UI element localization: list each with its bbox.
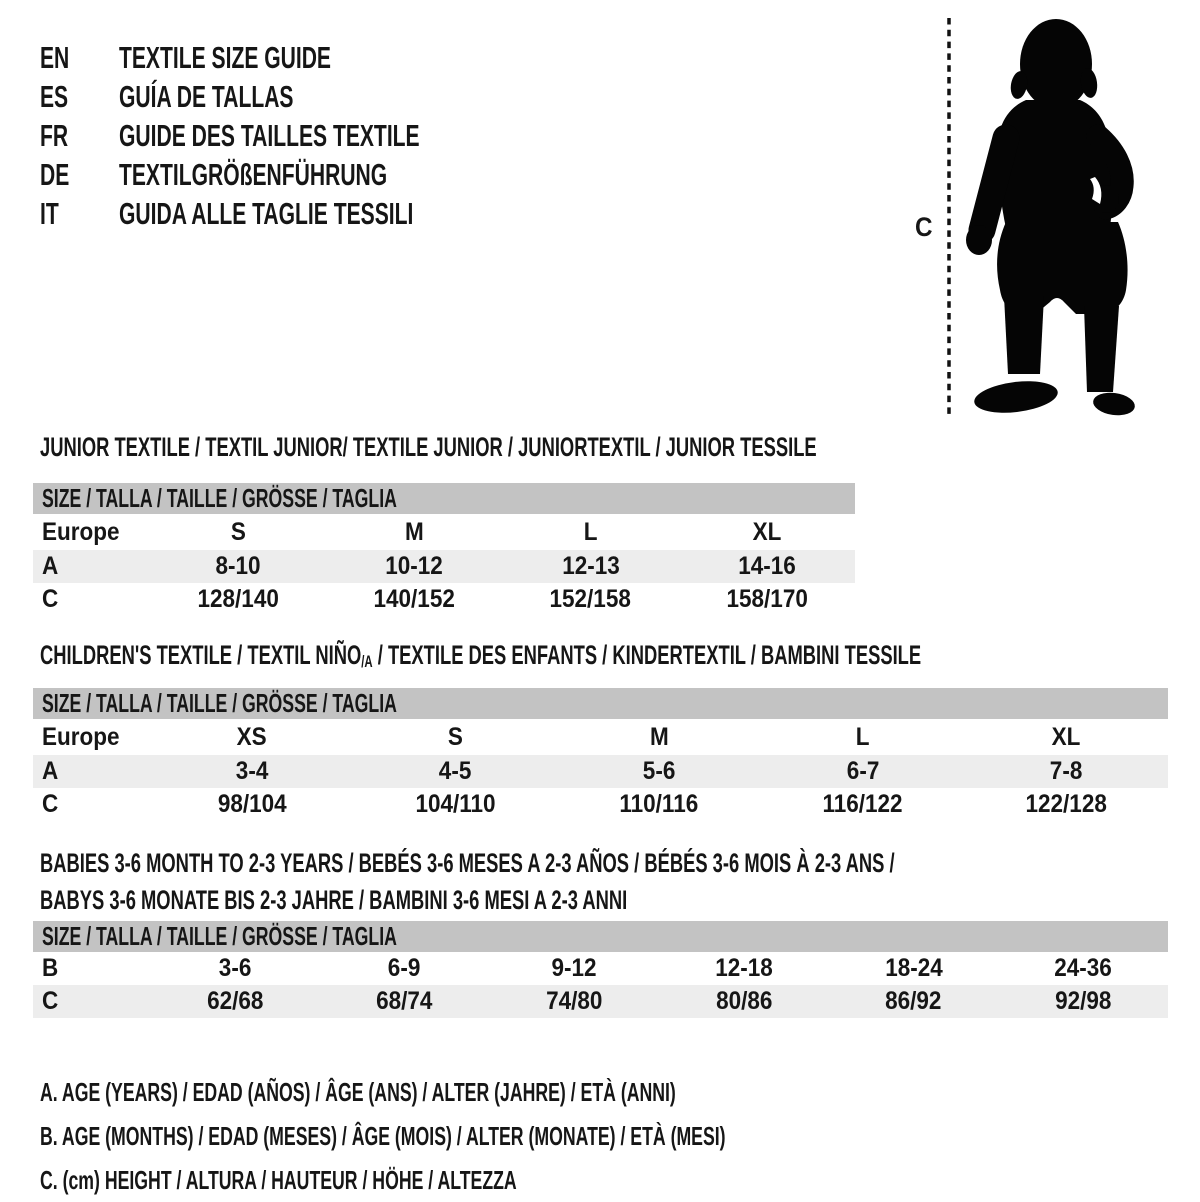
legend-line-c: [40, 1158, 1048, 1202]
column-header-text: XL: [1051, 722, 1081, 751]
junior-section-title-text: JUNIOR TEXTILE / TEXTIL JUNIOR/ TEXTILE JUNIOR / JUNIORTEXTIL / JUNIOR TESSILE: [40, 432, 817, 462]
table-cell: [354, 790, 558, 819]
legend-line-a: [40, 1070, 1048, 1114]
table-cell: [150, 987, 320, 1016]
row-label: C: [42, 585, 59, 613]
row-label: A: [42, 757, 59, 785]
column-header-text: L: [583, 517, 598, 546]
column-header-text: XL: [752, 517, 782, 546]
column-header: [503, 518, 679, 547]
table-row-height: [33, 583, 855, 616]
column-header-text: S: [447, 722, 463, 751]
language-title: GUIDA ALLE TAGLIE TESSILI: [119, 195, 414, 231]
cell-value: 6-7: [846, 757, 879, 785]
cell-value: 110/116: [619, 790, 699, 818]
region-label-cell: [33, 518, 150, 547]
cell-value: 9-12: [551, 954, 597, 982]
language-code-text: ES: [40, 78, 69, 114]
cell-value: 3-6: [218, 954, 252, 982]
table-cell: [679, 552, 855, 581]
cell-value: 18-24: [884, 954, 943, 982]
measure-label-text: C: [914, 212, 933, 242]
cell-value: 62/68: [206, 987, 263, 1015]
table-header-row: [33, 719, 1168, 755]
table-cell: [489, 954, 659, 983]
row-label-cell: [33, 757, 150, 786]
legend-line-b: [40, 1114, 1048, 1158]
legend-line-b-text: B. AGE (MONTHS) / EDAD (MESES) / ÂGE (MOIS) / ALTER (MONATE) / ETÀ (MESI): [40, 1120, 726, 1151]
table-cell: [829, 954, 999, 983]
table-cell: [557, 757, 761, 786]
column-header-text: XS: [236, 722, 267, 751]
table-row-height: [33, 788, 1168, 821]
table-cell: [326, 585, 502, 614]
table-cell: [150, 552, 326, 581]
language-title: GUÍA DE TALLAS: [119, 78, 294, 114]
region-label: Europe: [42, 722, 120, 751]
column-header: [150, 723, 354, 752]
table-cell: [761, 790, 965, 819]
column-header-text: S: [230, 517, 246, 546]
table-cell: [150, 585, 326, 614]
children-section-title: [40, 640, 1200, 674]
cell-value: 24-36: [1054, 954, 1112, 982]
babies-title-line1: [40, 845, 1200, 882]
column-header-text: L: [855, 722, 870, 751]
table-cell: [150, 790, 354, 819]
language-code-text: IT: [40, 195, 59, 231]
table-cell: [320, 987, 490, 1016]
measure-label-c: [914, 212, 934, 243]
table-row-age-months: [33, 952, 1168, 985]
cell-value: 86/92: [885, 987, 942, 1015]
language-row-en: [40, 38, 561, 77]
table-cell: [964, 757, 1168, 786]
babies-title-line2-text: BABYS 3-6 MONATE BIS 2-3 JAHRE / BAMBINI 3-6 MESI A 2-3 ANNI: [40, 885, 628, 915]
table-cell: [150, 757, 354, 786]
cell-value: 104/110: [415, 790, 496, 818]
language-row-es: [40, 77, 561, 116]
legend-line-c-text: C. (cm) HEIGHT / ALTURA / HAUTEUR / HÖHE / ALTEZZA: [40, 1164, 517, 1195]
language-code-text: DE: [40, 156, 70, 192]
cell-value: 122/128: [1025, 790, 1107, 818]
cell-value: 5-6: [642, 757, 676, 785]
measure-legend: [40, 1070, 1048, 1202]
table-cell: [998, 987, 1168, 1016]
table-cell: [829, 987, 999, 1016]
row-label-cell: [33, 585, 150, 614]
cell-value: 6-9: [388, 954, 421, 982]
cell-value: 74/80: [546, 987, 603, 1015]
row-label-cell: [33, 790, 150, 819]
size-header-bar: [33, 921, 1168, 952]
cell-value: 7-8: [1049, 757, 1083, 785]
column-header: [150, 518, 326, 547]
children-size-table: [33, 688, 1168, 821]
table-cell: [557, 790, 761, 819]
language-code: [40, 79, 119, 115]
cell-value: 12-18: [715, 954, 773, 982]
column-header: [326, 518, 502, 547]
row-label: C: [42, 987, 59, 1015]
column-header-text: M: [649, 722, 669, 751]
cell-value: 92/98: [1055, 987, 1112, 1015]
table-cell: [659, 987, 829, 1016]
cell-value: 98/104: [217, 790, 287, 818]
cell-value: 68/74: [376, 987, 433, 1015]
title-subscript: /A: [361, 652, 373, 671]
region-label: Europe: [42, 517, 120, 546]
size-header-label: SIZE / TALLA / TAILLE / GRÖSSE / TAGLIA: [42, 688, 397, 718]
row-label: B: [42, 954, 59, 982]
language-code: [40, 157, 119, 193]
row-label: C: [42, 790, 59, 818]
table-cell: [761, 757, 965, 786]
cell-value: 80/86: [715, 987, 772, 1015]
language-code-text: FR: [40, 117, 69, 153]
table-cell: [354, 757, 558, 786]
cell-value: 14-16: [738, 552, 796, 580]
language-row-it: [40, 194, 561, 233]
cell-value: 4-5: [439, 757, 472, 785]
cell-value: 8-10: [215, 552, 261, 580]
column-header: [964, 723, 1168, 752]
title-post: / TEXTILE DES ENFANTS / KINDERTEXTIL / BAMBINI TESSILE: [372, 640, 922, 670]
size-header-label: SIZE / TALLA / TAILLE / GRÖSSE / TAGLIA: [42, 921, 397, 951]
column-header-text: M: [404, 517, 424, 546]
table-row-age: [33, 755, 1168, 788]
junior-size-table: [33, 483, 855, 616]
children-section-title-text: [40, 640, 921, 674]
language-code: [40, 196, 119, 232]
toddler-silhouette-graphic: [966, 19, 1136, 418]
language-row-de: [40, 155, 561, 194]
table-cell: [659, 954, 829, 983]
table-cell: [998, 954, 1168, 983]
region-label-cell: [33, 723, 150, 752]
language-title-list: [40, 38, 561, 233]
size-header-bar: [33, 688, 1168, 719]
table-cell: [150, 954, 320, 983]
language-title: TEXTILE SIZE GUIDE: [119, 39, 332, 75]
table-cell: [503, 552, 679, 581]
babies-title-line2: [40, 882, 1200, 919]
junior-section-title: [40, 432, 1182, 462]
table-cell: [679, 585, 855, 614]
cell-value: 116/122: [822, 790, 903, 818]
language-code: [40, 40, 119, 76]
column-header: [679, 518, 855, 547]
table-cell: [489, 987, 659, 1016]
row-label-cell: [33, 552, 150, 581]
language-row-fr: [40, 116, 561, 155]
legend-line-a-text: A. AGE (YEARS) / EDAD (AÑOS) / ÂGE (ANS) / ALTER (JAHRE) / ETÀ (ANNI): [40, 1076, 676, 1107]
language-title: GUIDE DES TAILLES TEXTILE: [119, 117, 420, 153]
column-header: [354, 723, 558, 752]
cell-value: 10-12: [385, 552, 444, 580]
language-title: TEXTILGRÖßENFÜHRUNG: [119, 156, 388, 192]
language-code-text: EN: [40, 39, 70, 75]
babies-size-table: [33, 921, 1168, 1018]
title-pre: CHILDREN'S TEXTILE / TEXTIL NIÑO: [40, 640, 362, 670]
table-row-age: [33, 550, 855, 583]
table-row-height: [33, 985, 1168, 1018]
height-measure-figure: [900, 0, 1200, 430]
cell-value: 140/152: [373, 585, 456, 613]
size-header-bar: [33, 483, 855, 514]
cell-value: 128/140: [197, 585, 279, 613]
language-code: [40, 118, 119, 154]
row-label-cell: [33, 987, 150, 1016]
cell-value: 158/170: [726, 585, 808, 613]
table-cell: [326, 552, 502, 581]
column-header: [557, 723, 761, 752]
table-header-row: [33, 514, 855, 550]
cell-value: 12-13: [561, 552, 620, 580]
table-cell: [964, 790, 1168, 819]
table-cell: [503, 585, 679, 614]
babies-title-line1-text: BABIES 3-6 MONTH TO 2-3 YEARS / BEBÉS 3-6 MESES A 2-3 AÑOS / BÉBÉS 3-6 MOIS À 2-3 ANS /: [40, 848, 895, 878]
cell-value: 3-4: [235, 757, 269, 785]
row-label-cell: [33, 954, 150, 983]
size-header-label: SIZE / TALLA / TAILLE / GRÖSSE / TAGLIA: [42, 483, 397, 513]
column-header: [761, 723, 965, 752]
table-cell: [320, 954, 490, 983]
row-label: A: [42, 552, 59, 580]
babies-section-title: [40, 845, 1200, 919]
cell-value: 152/158: [549, 585, 632, 613]
